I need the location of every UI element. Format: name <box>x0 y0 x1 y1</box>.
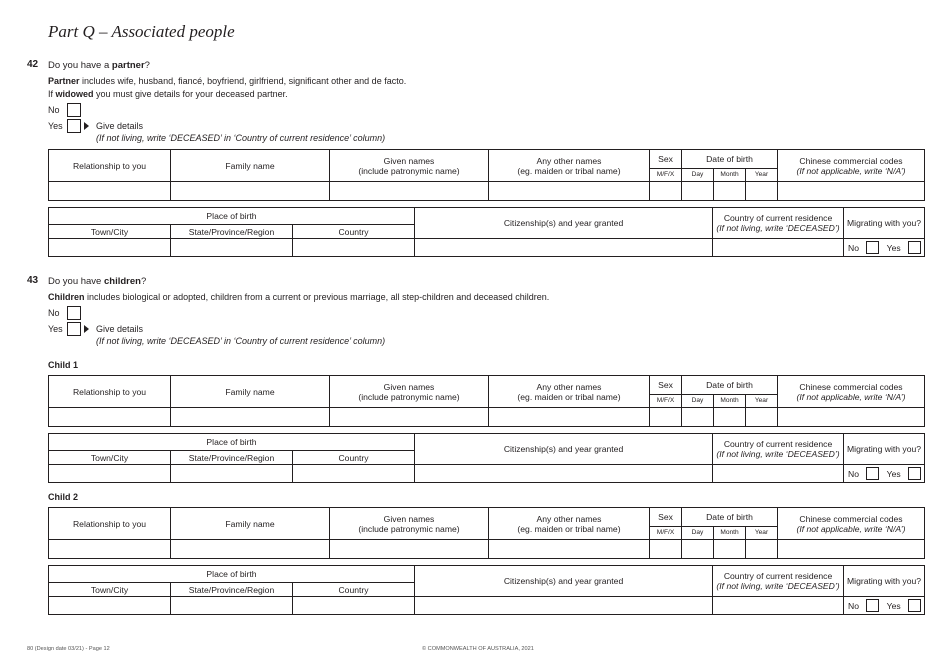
arrow-right-icon <box>84 325 89 333</box>
input-dob-month[interactable] <box>714 182 746 201</box>
q42-give-details: Give details <box>96 121 144 131</box>
col-header-dob: Date of birth <box>682 376 778 395</box>
col-header-relationship: Relationship to you <box>49 150 171 182</box>
q43-not-living-note: (If not living, write ‘DECEASED’ in ‘Country of current residence’ column) <box>96 336 386 346</box>
col-header-given-names: Given names (include patronymic name) <box>330 376 489 408</box>
col-header-dob: Date of birth <box>682 508 778 527</box>
migrating-yes-checkbox[interactable] <box>908 599 921 612</box>
col-header-country: Country <box>293 225 415 239</box>
input-country[interactable] <box>293 239 415 257</box>
col-header-family-name: Family name <box>171 150 330 182</box>
input-given-names[interactable] <box>330 182 489 201</box>
child-1-heading: Child 1 <box>48 360 79 370</box>
footer-page-info: 80 (Design date 03/21) - Page 12 <box>27 646 110 652</box>
question-43-children-definition: Children includes biological or adopted, children from a current or previous marriage, all step-children and deceased children. <box>48 292 550 302</box>
col-header-place-of-birth: Place of birth <box>49 566 415 583</box>
input-sex[interactable] <box>650 540 682 559</box>
input-dob-year[interactable] <box>746 408 778 427</box>
input-town[interactable] <box>49 597 171 615</box>
input-relationship[interactable] <box>49 182 171 201</box>
arrow-right-icon <box>84 122 89 130</box>
col-header-migrating: Migrating with you? <box>844 208 925 239</box>
col-header-day: Day <box>682 169 714 182</box>
col-header-ccc: Chinese commercial codes (If not applicable, write ‘N/A’) <box>778 508 925 540</box>
input-dob-day[interactable] <box>682 540 714 559</box>
col-header-migrating: Migrating with you? <box>844 566 925 597</box>
q43-yes-label: Yes <box>48 324 63 334</box>
col-header-sex: Sex <box>650 376 682 395</box>
question-43-text: Do you have children? <box>48 276 147 287</box>
col-header-citizenship: Citizenship(s) and year granted <box>415 566 713 597</box>
col-header-sex-sub: M/F/X <box>650 395 682 408</box>
footer-copyright: © COMMONWEALTH OF AUSTRALIA, 2021 <box>422 646 534 652</box>
question-42-widowed-note: If widowed you must give details for your deceased partner. <box>48 89 288 99</box>
input-ccc[interactable] <box>778 182 925 201</box>
col-header-year: Year <box>746 527 778 540</box>
page-title: Part Q – Associated people <box>48 22 235 41</box>
input-dob-month[interactable] <box>714 540 746 559</box>
input-given-names[interactable] <box>330 408 489 427</box>
col-header-ccc: Chinese commercial codes (If not applicable, write ‘N/A’) <box>778 376 925 408</box>
col-header-citizenship: Citizenship(s) and year granted <box>415 434 713 465</box>
input-other-names[interactable] <box>489 182 650 201</box>
q42-yes-checkbox[interactable] <box>67 119 81 133</box>
col-header-country: Country <box>293 451 415 465</box>
col-header-year: Year <box>746 169 778 182</box>
input-dob-year[interactable] <box>746 182 778 201</box>
q43-no-checkbox[interactable] <box>67 306 81 320</box>
child-1-details-table <box>48 375 925 427</box>
col-header-day: Day <box>682 395 714 408</box>
col-header-family-name: Family name <box>171 376 330 408</box>
input-given-names[interactable] <box>330 540 489 559</box>
col-header-place-of-birth: Place of birth <box>49 434 415 451</box>
input-residence[interactable] <box>713 239 844 257</box>
input-town[interactable] <box>49 465 171 483</box>
migrating-no-checkbox[interactable] <box>866 599 879 612</box>
q42-no-checkbox[interactable] <box>67 103 81 117</box>
col-header-state: State/Province/Region <box>171 225 293 239</box>
input-dob-year[interactable] <box>746 540 778 559</box>
migrating-yes-checkbox[interactable] <box>908 241 921 254</box>
col-header-residence: Country of current residence (If not living, write ‘DECEASED’) <box>713 208 844 239</box>
input-dob-day[interactable] <box>682 408 714 427</box>
input-relationship[interactable] <box>49 408 171 427</box>
col-header-relationship: Relationship to you <box>49 376 171 408</box>
col-header-given-names: Given names (include patronymic name) <box>330 508 489 540</box>
col-header-sex-sub: M/F/X <box>650 527 682 540</box>
input-citizenship[interactable] <box>415 465 713 483</box>
input-relationship[interactable] <box>49 540 171 559</box>
col-header-town: Town/City <box>49 451 171 465</box>
input-country[interactable] <box>293 597 415 615</box>
col-header-state: State/Province/Region <box>171 451 293 465</box>
col-header-place-of-birth: Place of birth <box>49 208 415 225</box>
q42-yes-label: Yes <box>48 121 63 131</box>
input-ccc[interactable] <box>778 540 925 559</box>
col-header-citizenship: Citizenship(s) and year granted <box>415 208 713 239</box>
q42-no-label: No <box>48 105 60 115</box>
col-header-ccc: Chinese commercial codes (If not applicable, write ‘N/A’) <box>778 150 925 182</box>
col-header-state: State/Province/Region <box>171 583 293 597</box>
input-sex[interactable] <box>650 182 682 201</box>
col-header-residence: Country of current residence (If not living, write ‘DECEASED’) <box>713 566 844 597</box>
col-header-other-names: Any other names (eg. maiden or tribal name) <box>489 376 650 408</box>
child-2-birth-table <box>48 565 925 615</box>
input-family-name[interactable] <box>171 408 330 427</box>
question-42-number: 42 <box>27 59 39 70</box>
col-header-sex-sub: M/F/X <box>650 169 682 182</box>
col-header-family-name: Family name <box>171 508 330 540</box>
input-state[interactable] <box>171 597 293 615</box>
child-2-heading: Child 2 <box>48 492 79 502</box>
input-state[interactable] <box>171 465 293 483</box>
q43-give-details: Give details <box>96 324 144 334</box>
col-header-month: Month <box>714 169 746 182</box>
q42-partner-details-table <box>48 149 925 201</box>
col-header-year: Year <box>746 395 778 408</box>
migrating-yes-checkbox[interactable] <box>908 467 921 480</box>
input-town[interactable] <box>49 239 171 257</box>
col-header-other-names: Any other names (eg. maiden or tribal name) <box>489 150 650 182</box>
input-dob-month[interactable] <box>714 408 746 427</box>
child-1-birth-table <box>48 433 925 483</box>
q43-yes-checkbox[interactable] <box>67 322 81 336</box>
input-citizenship[interactable] <box>415 597 713 615</box>
input-residence[interactable] <box>713 597 844 615</box>
col-header-relationship: Relationship to you <box>49 508 171 540</box>
col-header-migrating: Migrating with you? <box>844 434 925 465</box>
migrating-no-checkbox[interactable] <box>866 467 879 480</box>
question-42-partner-definition: Partner includes wife, husband, fiancé, boyfriend, girlfriend, significant other and de facto. <box>48 76 407 86</box>
input-country[interactable] <box>293 465 415 483</box>
col-header-sex: Sex <box>650 508 682 527</box>
input-other-names[interactable] <box>489 540 650 559</box>
col-header-month: Month <box>714 527 746 540</box>
col-header-other-names: Any other names (eg. maiden or tribal name) <box>489 508 650 540</box>
col-header-dob: Date of birth <box>682 150 778 169</box>
q42-partner-birth-table <box>48 207 925 257</box>
input-family-name[interactable] <box>171 182 330 201</box>
migrating-options: No Yes <box>844 239 925 257</box>
q42-not-living-note: (If not living, write ‘DECEASED’ in ‘Country of current residence’ column) <box>96 133 386 143</box>
migrating-no-checkbox[interactable] <box>866 241 879 254</box>
col-header-town: Town/City <box>49 225 171 239</box>
input-state[interactable] <box>171 239 293 257</box>
question-43-number: 43 <box>27 275 39 286</box>
col-header-country: Country <box>293 583 415 597</box>
col-header-residence: Country of current residence (If not living, write ‘DECEASED’) <box>713 434 844 465</box>
col-header-given-names: Given names (include patronymic name) <box>330 150 489 182</box>
input-sex[interactable] <box>650 408 682 427</box>
input-dob-day[interactable] <box>682 182 714 201</box>
migrating-options: No Yes <box>844 597 925 615</box>
col-header-sex: Sex <box>650 150 682 169</box>
input-ccc[interactable] <box>778 408 925 427</box>
migrating-options: No Yes <box>844 465 925 483</box>
input-residence[interactable] <box>713 465 844 483</box>
col-header-town: Town/City <box>49 583 171 597</box>
child-2-details-table <box>48 507 925 559</box>
q43-no-label: No <box>48 308 60 318</box>
input-family-name[interactable] <box>171 540 330 559</box>
question-42-text: Do you have a partner? <box>48 60 150 71</box>
col-header-month: Month <box>714 395 746 408</box>
input-other-names[interactable] <box>489 408 650 427</box>
input-citizenship[interactable] <box>415 239 713 257</box>
col-header-day: Day <box>682 527 714 540</box>
